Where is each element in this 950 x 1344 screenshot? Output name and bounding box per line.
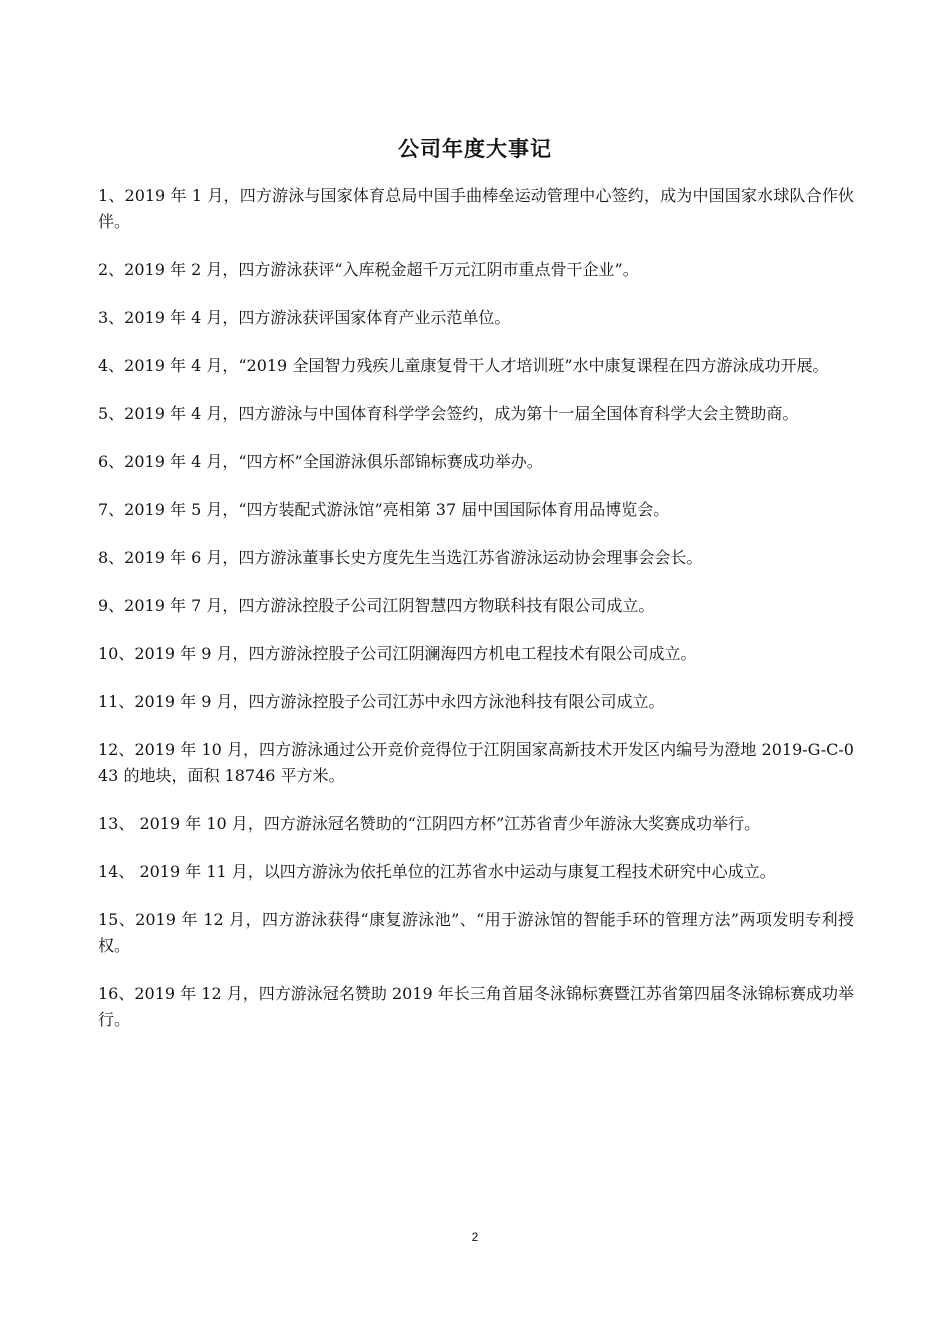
event-item: 11、2019 年 9 月，四方游泳控股子公司江苏中永四方泳池科技有限公司成立。 [98, 692, 665, 711]
event-item: 3、2019 年 4 月，四方游泳获评国家体育产业示范单位。 [98, 308, 511, 327]
event-item: 9、2019 年 7 月，四方游泳控股子公司江阴智慧四方物联科技有限公司成立。 [98, 596, 655, 615]
page-number: 2 [471, 1230, 479, 1244]
event-item: 6、2019 年 4 月，“四方杯”全国游泳俱乐部锦标赛成功举办。 [98, 452, 543, 471]
page-title: 公司年度大事记 [398, 137, 552, 161]
event-item: 14、 2019 年 11 月，以四方游泳为依托单位的江苏省水中运动与康复工程技术研究中心成立。 [98, 862, 776, 881]
event-item: 10、2019 年 9 月，四方游泳控股子公司江阴澜海四方机电工程技术有限公司成立。 [98, 644, 697, 663]
event-item: 8、2019 年 6 月，四方游泳董事长史方度先生当选江苏省游泳运动协会理事会会长。 [98, 548, 703, 567]
event-item: 7、2019 年 5 月，“四方装配式游泳馆”亮相第 37 届中国国际体育用品博览会。 [98, 500, 670, 519]
event-item: 2、2019 年 2 月，四方游泳获评“入库税金超千万元江阴市重点骨干企业”。 [98, 260, 639, 279]
event-item: 13、 2019 年 10 月，四方游泳冠名赞助的“江阴四方杯”江苏省青少年游泳大奖赛成功举行。 [98, 814, 761, 833]
event-item: 4、2019 年 4 月，“2019 全国智力残疾儿童康复骨干人才培训班”水中康复课程在四方游泳成功开展。 [98, 356, 829, 375]
event-item: 15、2019 年 12 月，四方游泳获得“康复游泳池”、“用于游泳馆的智能手环的管理方法”两项发明专利授权。 [98, 910, 854, 955]
event-item: 1、2019 年 1 月，四方游泳与国家体育总局中国手曲棒垒运动管理中心签约，成为中国国家水球队合作伙伴。 [98, 186, 854, 231]
event-item: 12、2019 年 10 月，四方游泳通过公开竞价竞得位于江阴国家高新技术开发区内编号为澄地 2019-G-C-043 的地块，面积 18746 平方米。 [98, 740, 854, 785]
event-list [98, 183, 854, 1055]
event-item: 5、2019 年 4 月，四方游泳与中国体育科学学会签约，成为第十一届全国体育科学大会主赞助商。 [98, 404, 799, 423]
event-item: 16、2019 年 12 月，四方游泳冠名赞助 2019 年长三角首届冬泳锦标赛暨江苏省第四届冬泳锦标赛成功举行。 [98, 984, 854, 1029]
